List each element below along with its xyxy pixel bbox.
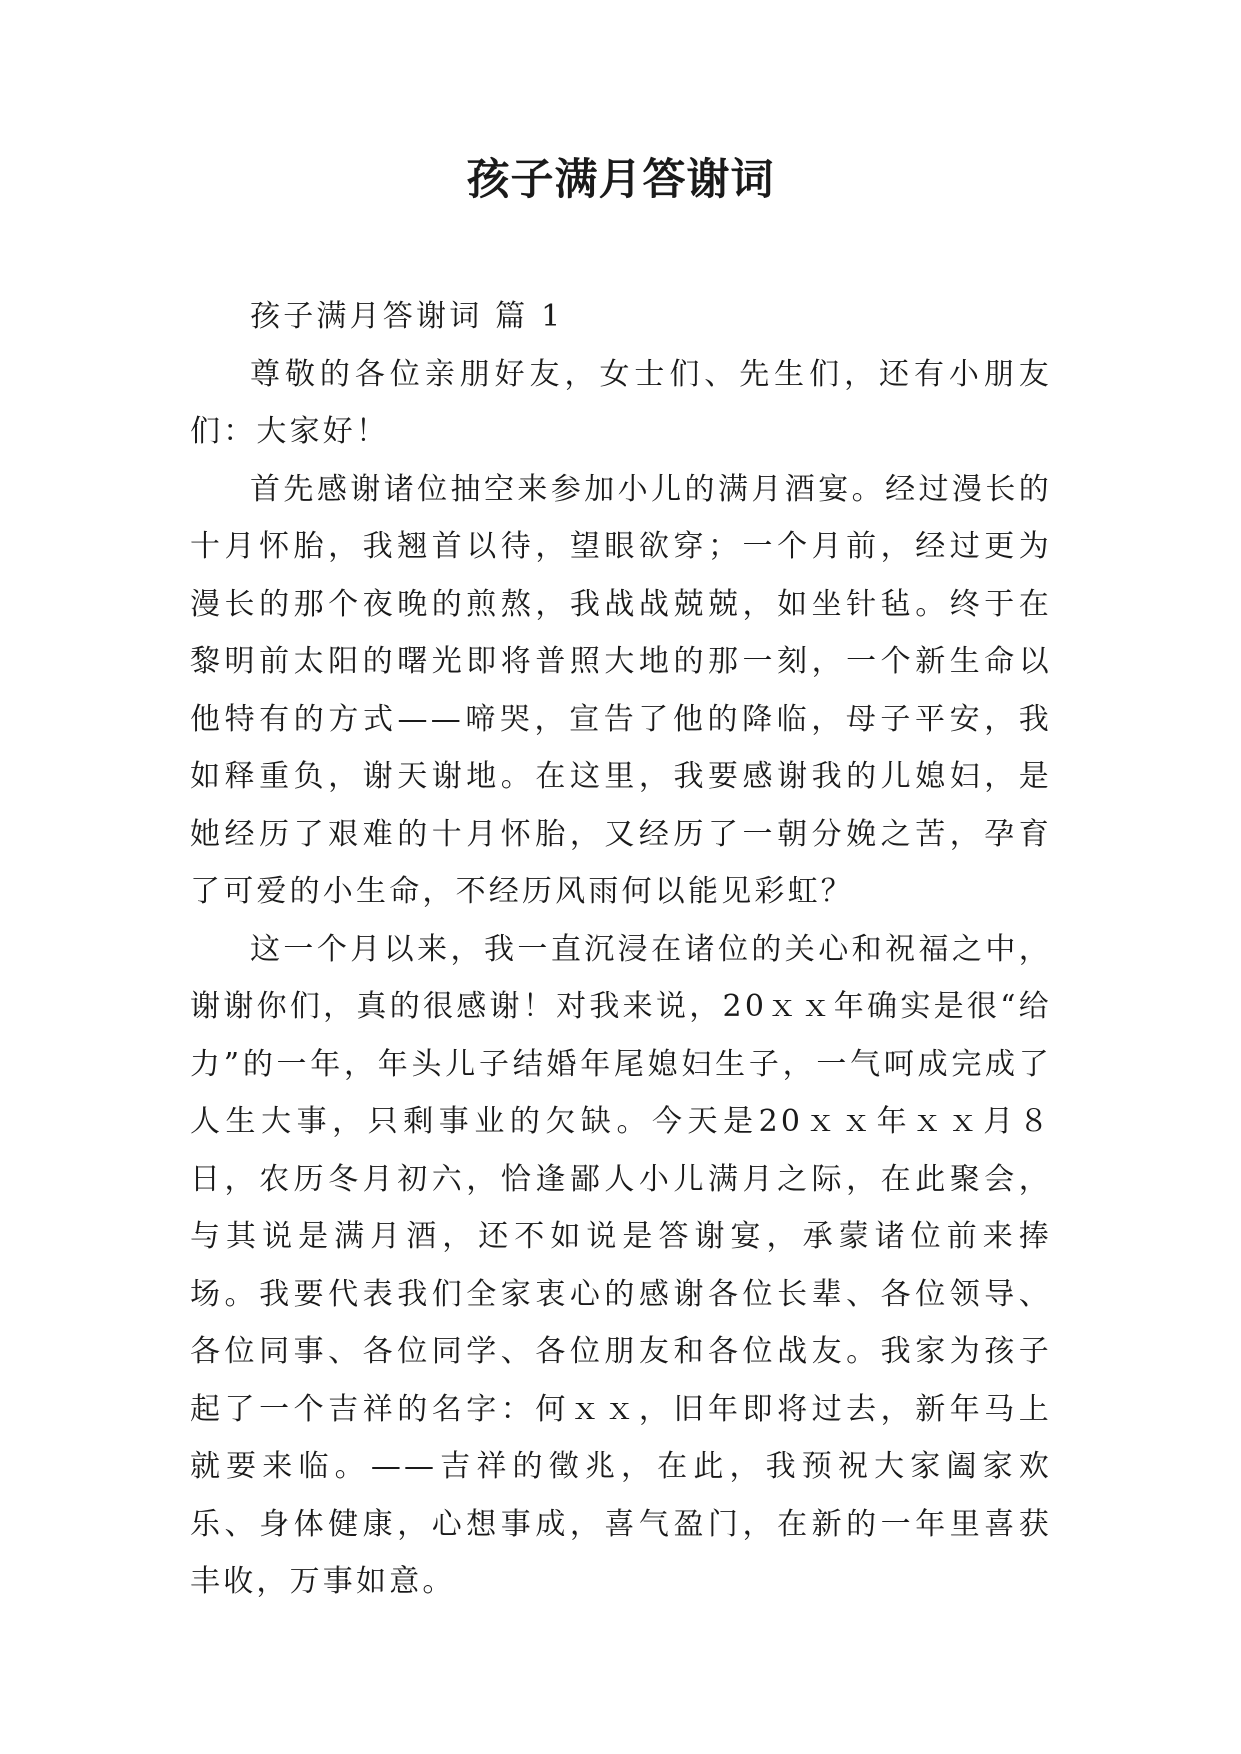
document-title: 孩子满月答谢词 (466, 155, 775, 205)
document-body (190, 288, 1052, 1611)
body-paragraph: 首先感谢诸位抽空来参加小儿的满月酒宴。经过漫长的十月怀胎，我翘首以待，望眼欲穿；一个月前，经过更为漫长的那个夜晚的煎熬，我战战兢兢，如坐针毡。终于在黎明前太阳的曙光即将普照大地的那一刻，一个新生命以他特有的方式——啼哭，宣告了他的降临，母子平安，我如释重负，谢天谢地。在这里，我要感谢我的儿媳妇，是她经历了艰难的十月怀胎，又经历了一朝分娩之苦，孕育了可爱的小生命，不经历风雨何以能见彩虹？ (190, 471, 1052, 909)
greeting-paragraph: 尊敬的各位亲朋好友，女士们、先生们，还有小朋友们：大家好！ (190, 356, 1052, 449)
body-paragraph: 这一个月以来，我一直沉浸在诸位的关心和祝福之中，谢谢你们，真的很感谢！对我来说，20ｘｘ年确实是很“给力”的一年，年头儿子结婚年尾媳妇生子，一气呵成完成了人生大事，只剩事业的欠缺。今天是20ｘｘ年ｘｘ月８日，农历冬月初六，恰逢鄙人小儿满月之际，在此聚会，与其说是满月酒，还不如说是答谢宴，承蒙诸位前来捧场。我要代表我们全家衷心的感谢各位长辈、各位领导、各位同事、各位同学、各位朋友和各位战友。我家为孩子起了一个吉祥的名字：何ｘｘ，旧年即将过去，新年马上就要来临。——吉祥的徵兆，在此，我预祝大家阖家欢乐、身体健康，心想事成，喜气盈门，在新的一年里喜获丰收，万事如意。 (190, 931, 1052, 1599)
section-heading: 孩子满月答谢词 篇 1 (250, 299, 564, 334)
